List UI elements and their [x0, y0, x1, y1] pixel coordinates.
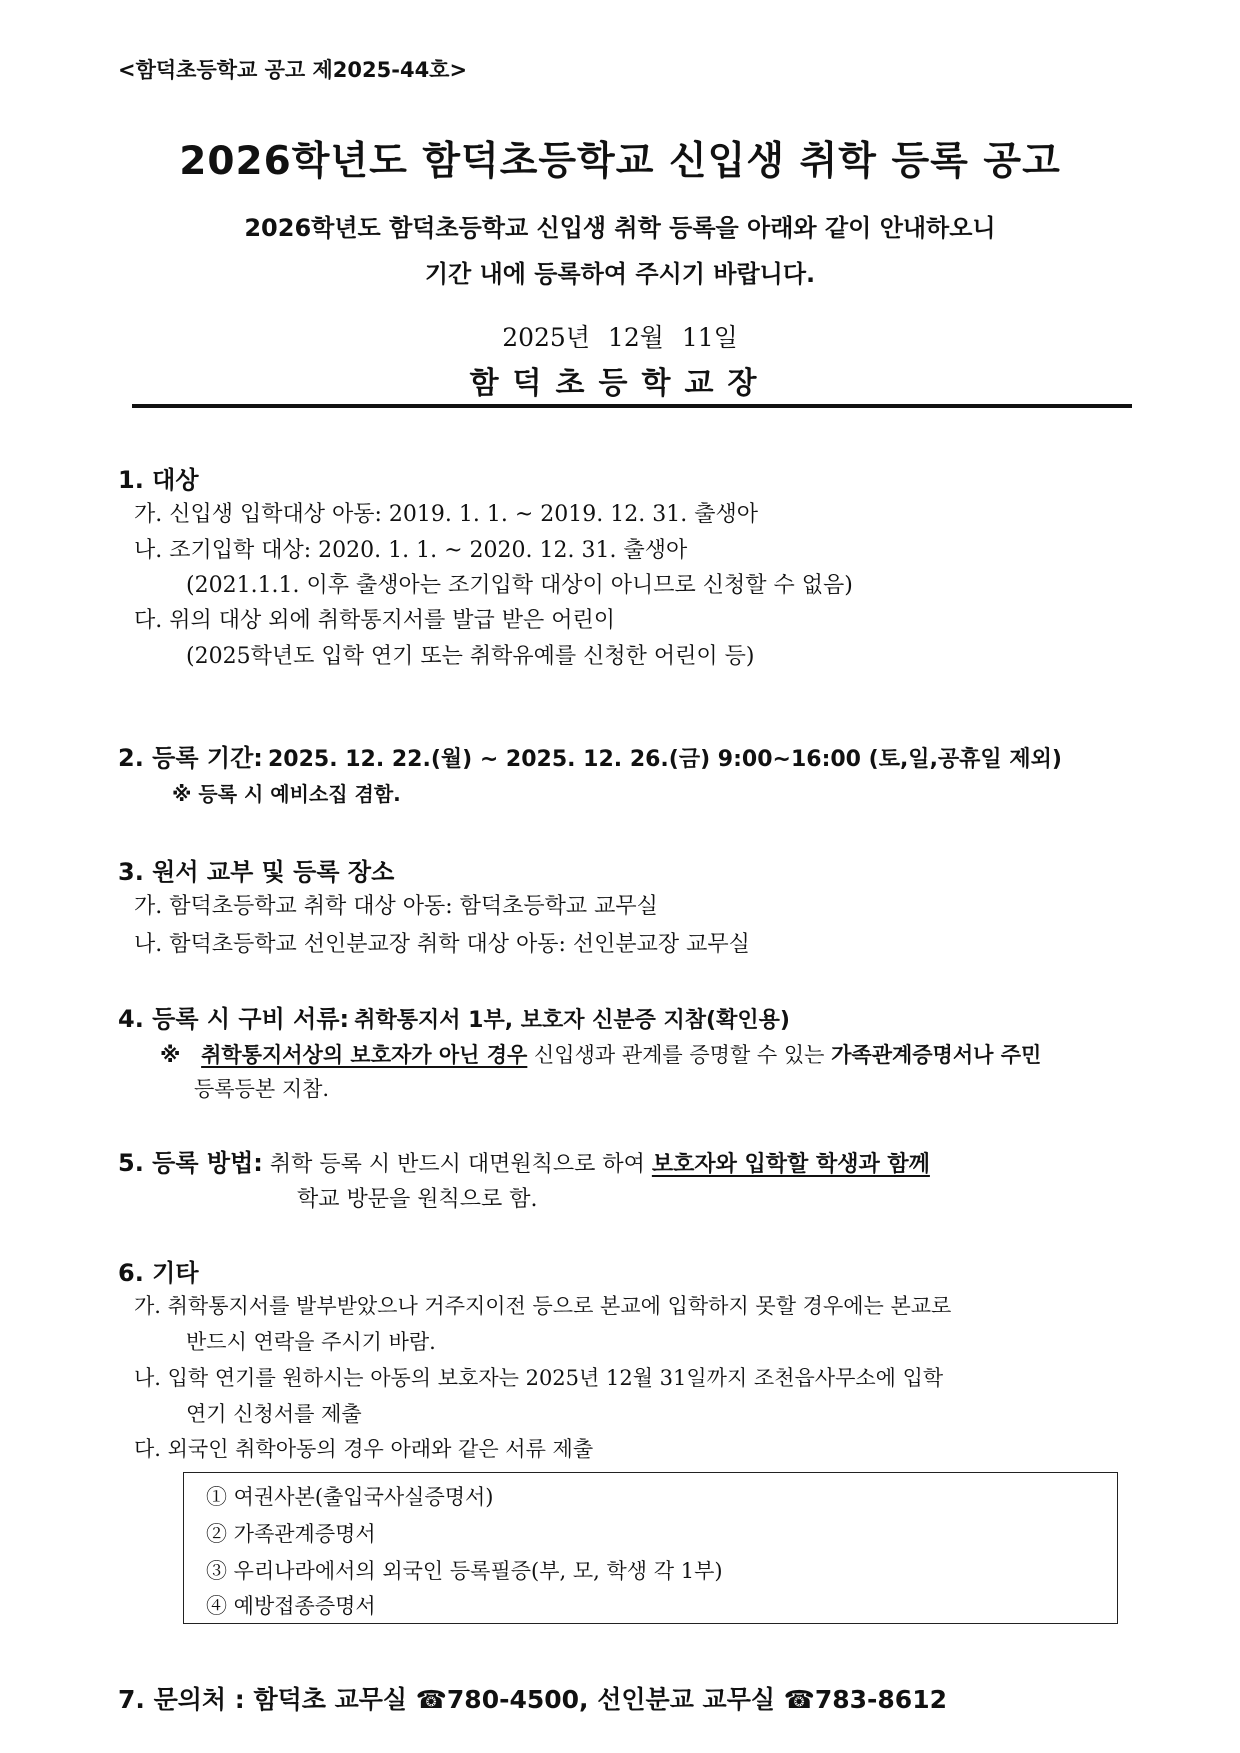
- section-3-item-a: 가. 함덕초등학교 취학 대상 아동: 함덕초등학교 교무실: [134, 894, 658, 919]
- foreign-documents-box: [183, 1472, 1118, 1624]
- section-3-item-b: 나. 함덕초등학교 선인분교장 취학 대상 아동: 선인분교장 교무실: [134, 932, 750, 957]
- title-divider: [132, 404, 1132, 408]
- section-5-text-2: 학교 방문을 원칙으로 함.: [297, 1187, 538, 1212]
- page-title: 2026학년도 함덕초등학교 신입생 취학 등록 공고: [179, 139, 1061, 184]
- registration-period: 2025. 12. 22.(월) ~ 2025. 12. 26.(금) 9:00~16:00 (토,일,공휴일 제외): [267, 747, 1062, 772]
- section-4-heading: 4. 등록 시 구비 서류:: [118, 1005, 350, 1033]
- note-bold: 가족관계증명서나 주민: [831, 1043, 1042, 1067]
- notice-date: 2025년 12월 11일: [502, 323, 738, 352]
- section-6-item-a: 가. 취학통지서를 발부받았으나 거주지이전 등으로 본교에 입학하지 못할 경우에는 본교로: [134, 1294, 952, 1318]
- section-6-item-a-line-2: 반드시 연락을 주시기 바람.: [186, 1330, 436, 1354]
- foreign-doc-2: ② 가족관계증명서: [206, 1522, 376, 1546]
- section-4-line: [118, 999, 790, 1034]
- section-2-note: ※ 등록 시 예비소집 겸함.: [172, 782, 401, 806]
- section-5-heading: 5. 등록 방법:: [118, 1149, 263, 1177]
- note-underlined: 취학통지서상의 보호자가 아닌 경우: [201, 1043, 528, 1067]
- foreign-doc-4: ④ 예방접종증명서: [206, 1594, 376, 1618]
- note-middle: 신입생과 관계를 증명할 수 있는: [527, 1043, 832, 1067]
- intro-line-1: 2026학년도 함덕초등학교 신입생 취학 등록을 아래와 같이 안내하오니: [244, 214, 996, 242]
- section-5-line: [118, 1143, 930, 1178]
- section-1-item-c: 다. 위의 대상 외에 취학통지서를 발급 받은 어린이: [134, 608, 615, 633]
- section-6-item-c: 다. 외국인 취학아동의 경우 아래와 같은 서류 제출: [134, 1437, 594, 1461]
- section-6-heading: 6. 기타: [118, 1259, 199, 1287]
- section-4-note: [160, 1039, 1041, 1069]
- section-3-heading: 3. 원서 교부 및 등록 장소: [118, 858, 395, 886]
- section-1-item-c-note: (2025학년도 입학 연기 또는 취학유예를 신청한 어린이 등): [186, 644, 755, 669]
- intro-line-2: 기간 내에 등록하여 주시기 바랍니다.: [424, 260, 816, 288]
- section-6-item-b-line-2: 연기 신청서를 제출: [186, 1402, 362, 1426]
- foreign-doc-1: ① 여권사본(출입국사실증명서): [206, 1485, 494, 1509]
- notice-number: <함덕초등학교 공고 제2025-44호>: [118, 58, 468, 82]
- section-1-heading: 1. 대상: [118, 466, 199, 494]
- section-2-line: [118, 738, 1062, 773]
- principal-name: 함덕초등학교장: [469, 366, 771, 401]
- foreign-doc-3: ③ 우리나라에서의 외국인 등록필증(부, 모, 학생 각 1부): [206, 1559, 723, 1583]
- note-mark: ※: [160, 1043, 181, 1067]
- section-5-underlined: 보호자와 입학할 학생과 함께: [651, 1152, 930, 1177]
- contact-line: 7. 문의처 : 함덕초 교무실 ☎780-4500, 선인분교 교무실 ☎783-8612: [118, 1685, 947, 1714]
- section-4-note-line-2: 등록등본 지참.: [194, 1077, 330, 1101]
- section-5-text-1: 취학 등록 시 반드시 대면원칙으로 하여: [262, 1152, 652, 1177]
- section-1-item-a: 가. 신입생 입학대상 아동: 2019. 1. 1. ~ 2019. 12. 31. 출생아: [134, 502, 758, 527]
- section-1-item-b-note: (2021.1.1. 이후 출생아는 조기입학 대상이 아니므로 신청할 수 없음): [186, 573, 853, 598]
- section-6-item-b: 나. 입학 연기를 원하시는 아동의 보호자는 2025년 12월 31일까지 조천읍사무소에 입학: [134, 1366, 944, 1390]
- section-2-heading: 2. 등록 기간:: [118, 744, 263, 772]
- required-documents: 취학통지서 1부, 보호자 신분증 지참(확인용): [354, 1008, 790, 1033]
- section-1-item-b: 나. 조기입학 대상: 2020. 1. 1. ~ 2020. 12. 31. 출생아: [134, 538, 688, 563]
